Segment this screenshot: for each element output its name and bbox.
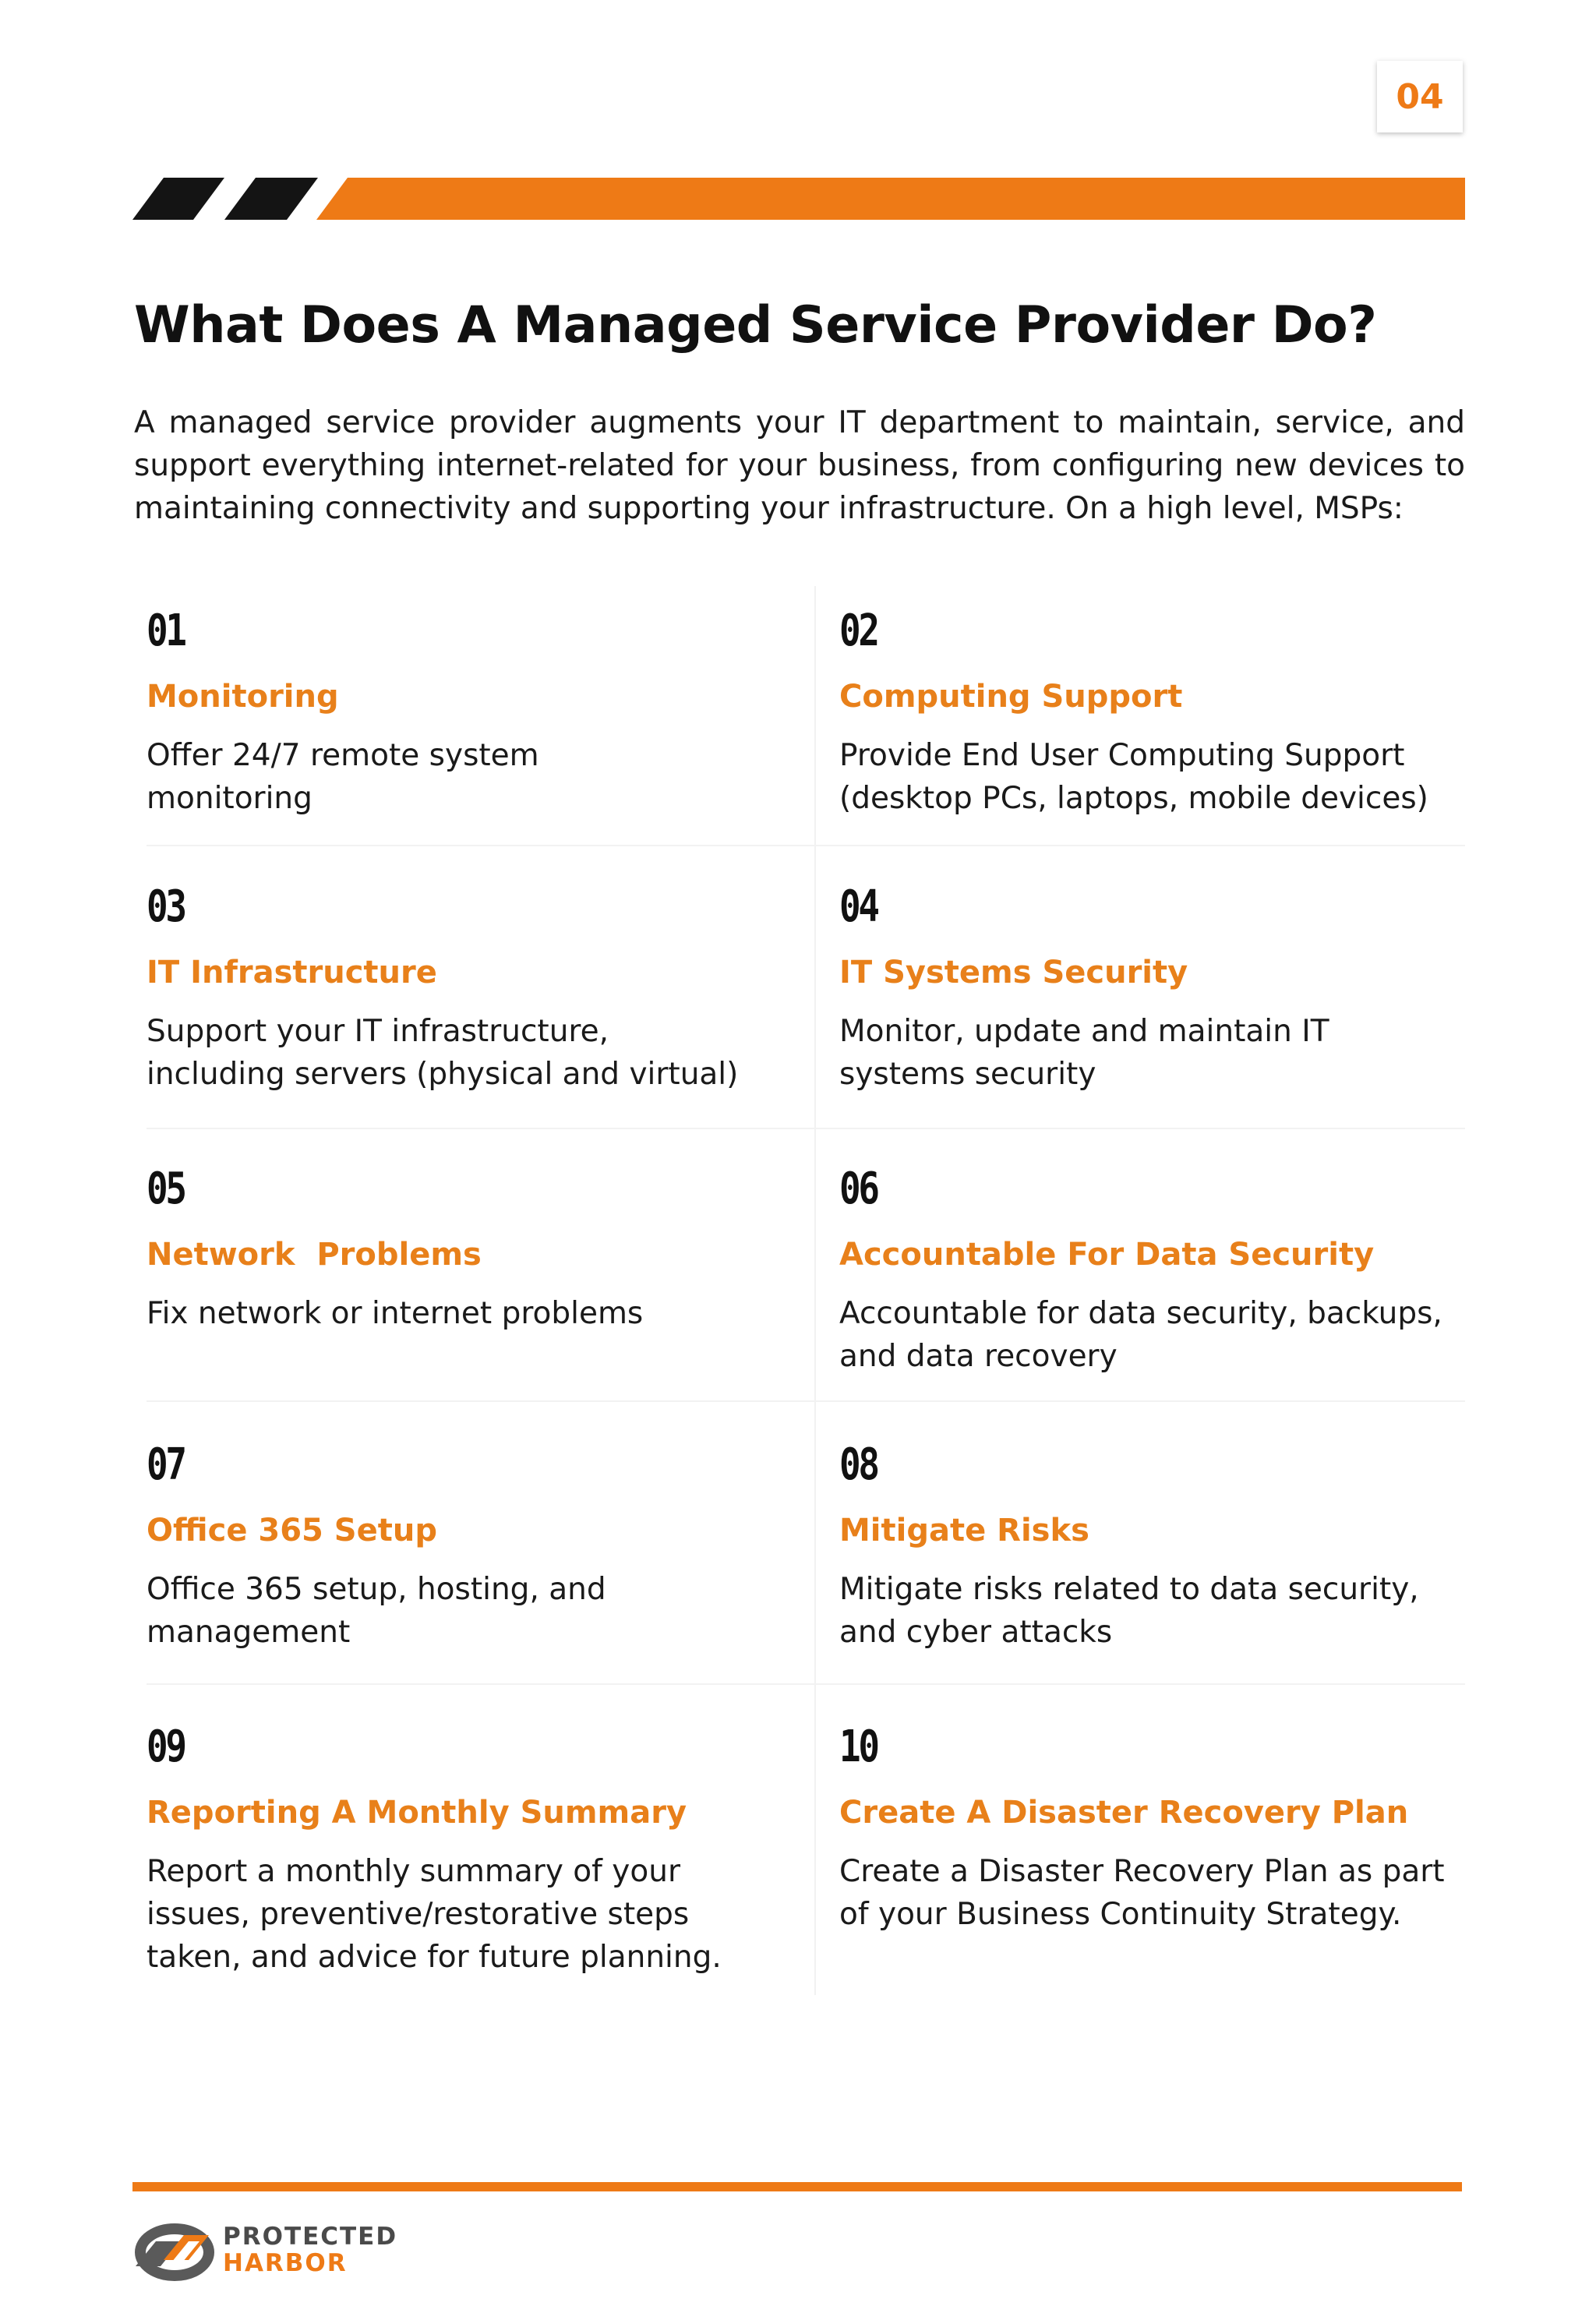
item-heading: Reporting A Monthly Summary (147, 1795, 687, 1831)
logo-text-protected: PROTECTED (223, 2223, 398, 2251)
item-heading: Mitigate Risks (839, 1513, 1089, 1549)
item-number: 05 (147, 1164, 185, 1214)
service-item-06 (839, 1166, 1463, 1378)
item-description: Provide End User Computing Support (desktop PCs, laptops, mobile devices) (839, 738, 1428, 816)
protected-harbor-logo-icon (132, 2219, 218, 2282)
service-item-01 (147, 608, 786, 820)
service-item-10 (839, 1724, 1463, 1936)
item-description: Fix network or internet problems (147, 1296, 644, 1331)
header-stripe-decoration (132, 178, 1465, 220)
item-description: Create a Disaster Recovery Plan as part of your Business Continuity Strategy. (839, 1854, 1445, 1932)
item-heading: Accountable For Data Security (839, 1237, 1375, 1273)
item-heading: Create A Disaster Recovery Plan (839, 1795, 1409, 1831)
service-item-09 (147, 1724, 786, 1979)
item-heading: Monitoring (147, 679, 339, 715)
page-number-badge (1377, 61, 1463, 132)
service-item-04 (839, 881, 1463, 1096)
company-logo (132, 2213, 397, 2283)
orange-bar (316, 178, 1465, 220)
item-description: Office 365 setup, hosting, and management (147, 1572, 606, 1650)
item-number: 07 (147, 1439, 185, 1490)
footer-bar (132, 2182, 1462, 2191)
service-item-07 (147, 1439, 801, 1654)
item-number: 02 (839, 606, 877, 656)
row-divider (147, 845, 1465, 846)
item-description: Mitigate risks related to data security, and cyber attacks (839, 1572, 1419, 1650)
page-title: What Does A Managed Service Provider Do? (134, 296, 1377, 355)
page-number: 04 (1396, 76, 1444, 117)
logo-text-harbor: HARBOR (223, 2249, 348, 2277)
item-description: Monitor, update and maintain IT systems security (839, 1014, 1329, 1092)
item-description: Support your IT infrastructure, including servers (physical and virtual) (147, 1014, 739, 1092)
item-number: 04 (839, 881, 877, 932)
black-slash-1 (132, 178, 224, 220)
item-heading: Computing Support (839, 679, 1183, 715)
services-grid (147, 586, 1465, 1995)
row-divider (147, 1400, 1465, 1402)
item-description: Offer 24/7 remote system monitoring (147, 738, 539, 816)
service-item-05 (147, 1166, 786, 1335)
intro-paragraph: A managed service provider augments your IT department to maintain, service, and support everything internet-related for your business, from configuring new devices to maintaining connectivity and supporting your infrastructure. On a high level, MSPs: (134, 405, 1465, 526)
item-number: 03 (147, 881, 185, 932)
item-number: 06 (839, 1164, 877, 1214)
item-number: 08 (839, 1439, 877, 1490)
service-item-08 (839, 1439, 1463, 1654)
item-number: 01 (147, 606, 185, 656)
item-description: Report a monthly summary of your issues, preventive/restorative steps taken, and advice for future planning. (147, 1854, 722, 1975)
column-divider (814, 586, 816, 1995)
item-heading: IT Systems Security (839, 955, 1188, 991)
service-item-02 (839, 608, 1463, 820)
item-heading: IT Infrastructure (147, 955, 437, 991)
service-item-03 (147, 881, 786, 1096)
row-divider (147, 1683, 1465, 1685)
item-number: 09 (147, 1722, 185, 1772)
item-description: Accountable for data security, backups, and data recovery (839, 1296, 1442, 1374)
item-heading: Network Problems (147, 1237, 482, 1273)
item-heading: Office 365 Setup (147, 1513, 437, 1549)
black-slash-2 (224, 178, 318, 220)
item-number: 10 (839, 1722, 877, 1772)
row-divider (147, 1128, 1465, 1129)
